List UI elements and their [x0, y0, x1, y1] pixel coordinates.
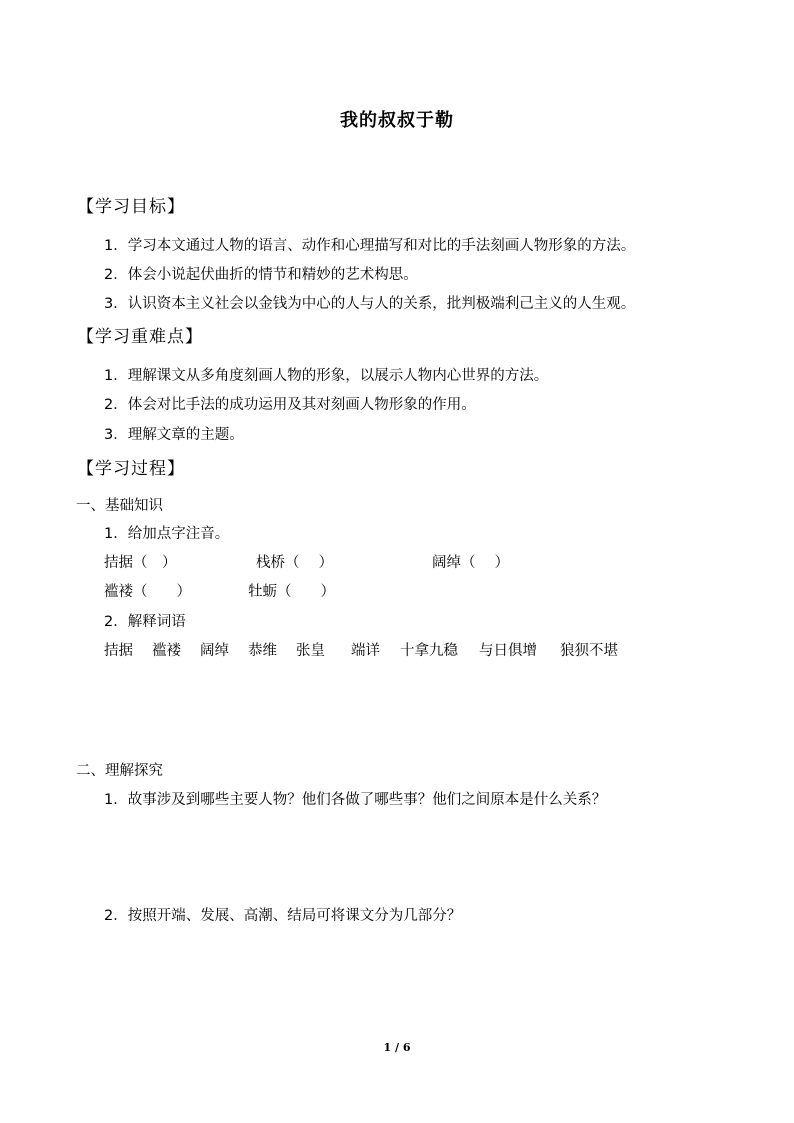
key-points-heading: 【学习重难点】	[77, 327, 203, 347]
comprehension-question: 1．故事涉及到哪些主要人物？他们各做了哪些事？他们之间原本是什么关系？	[104, 792, 607, 808]
vocab-word: 狼狈不堪	[560, 643, 618, 659]
vocab-word: 张皇	[296, 643, 325, 659]
page-title: 我的叔叔于勒	[340, 110, 454, 131]
pinyin-blank[interactable]: 阔绰（ ）	[432, 555, 510, 571]
key-point-item: 3．理解文章的主题。	[104, 427, 244, 443]
pinyin-blank[interactable]: 褴褛（ ）	[104, 584, 191, 600]
vocab-word: 阔绰	[200, 643, 229, 659]
vocab-word: 端详	[351, 643, 380, 659]
section-comprehension: 二、理解探究	[76, 763, 163, 779]
objective-item: 3．认识资本主义社会以金钱为中心的人与人的关系，批判极端利己主义的人生观。	[104, 296, 636, 312]
process-heading: 【学习过程】	[77, 459, 185, 479]
comprehension-question: 2．按照开端、发展、高潮、结局可将课文分为几部分？	[104, 908, 462, 924]
vocab-word: 与日俱增	[479, 643, 537, 659]
pinyin-blank[interactable]: 牡蛎（ ）	[248, 584, 335, 600]
pinyin-blank[interactable]: 栈桥（ ）	[256, 555, 334, 571]
pinyin-blank[interactable]: 拮据（ ）	[104, 555, 177, 571]
question-pinyin: 1．给加点字注音。	[104, 526, 230, 542]
vocab-word: 拮据	[104, 643, 133, 659]
vocab-word: 褴褛	[152, 643, 181, 659]
key-point-item: 1．理解课文从多角度刻画人物的形象，以展示人物内心世界的方法。	[104, 368, 549, 384]
section-basic-knowledge: 一、基础知识	[76, 498, 163, 514]
objective-item: 2．体会小说起伏曲折的情节和精妙的艺术构思。	[104, 267, 418, 283]
question-vocabulary: 2．解释词语	[104, 614, 186, 630]
page-number: 1 / 6	[383, 1041, 411, 1054]
objectives-heading: 【学习目标】	[77, 197, 185, 217]
objective-item: 1．学习本文通过人物的语言、动作和心理描写和对比的手法刻画人物形象的方法。	[104, 238, 636, 254]
vocab-word: 恭维	[248, 643, 277, 659]
key-point-item: 2．体会对比手法的成功运用及其对刻画人物形象的作用。	[104, 397, 476, 413]
vocab-word: 十拿九稳	[400, 643, 458, 659]
